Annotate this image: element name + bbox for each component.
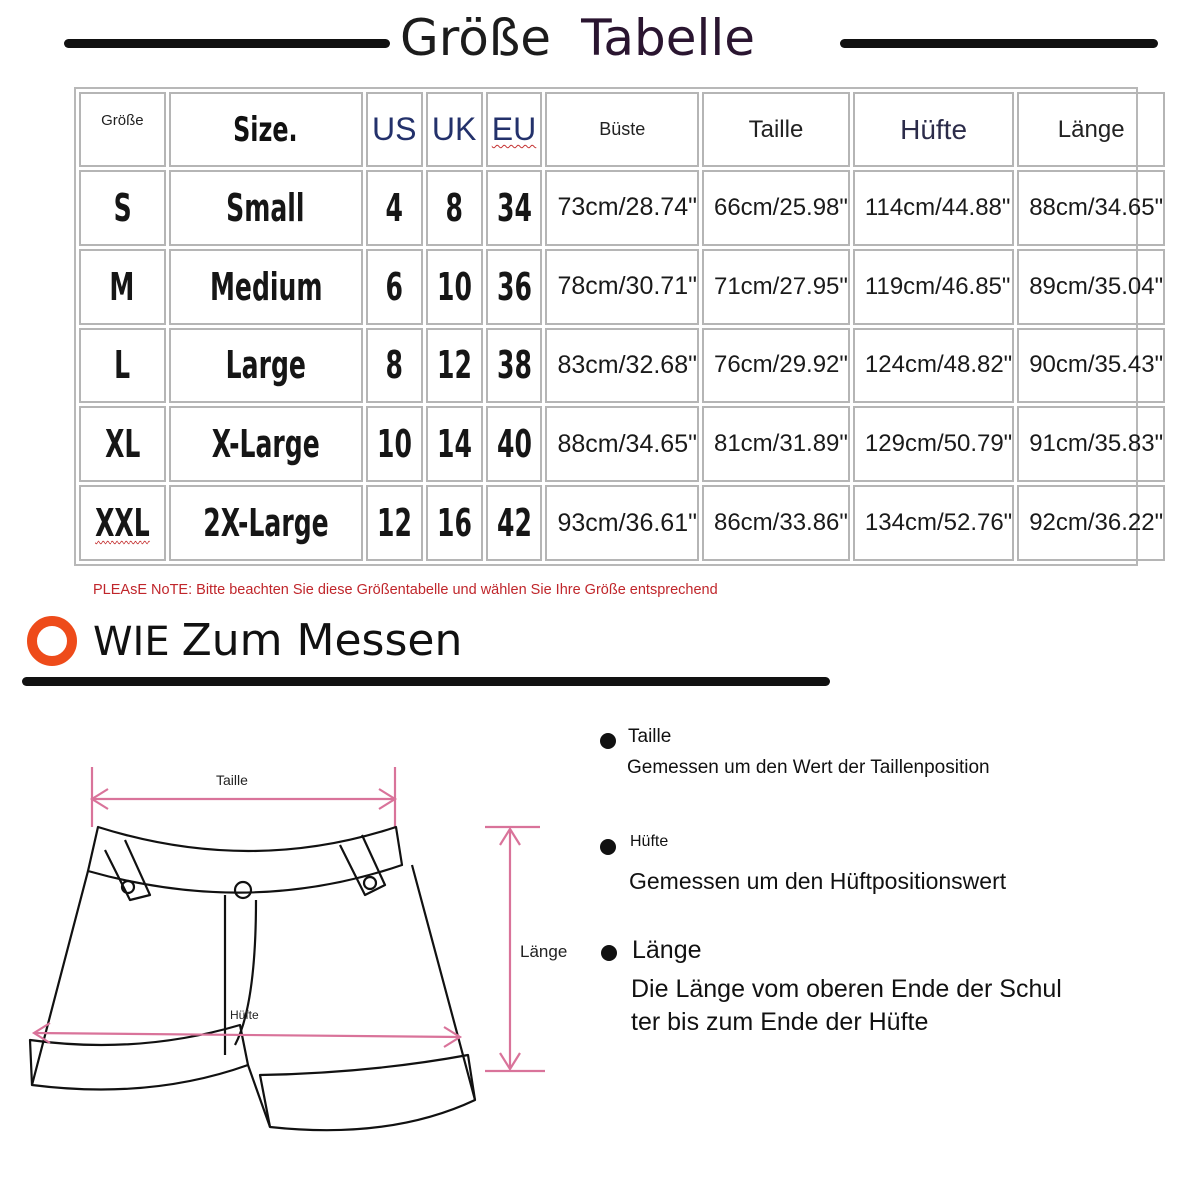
us-size: 8 [385,343,403,388]
eu-size: 40 [496,422,532,467]
size-name: Small [226,185,305,230]
laenge-value: 90cm/35.43" [1017,328,1165,404]
page-title [400,0,780,80]
measure-heading [93,616,462,667]
uk-size: 12 [436,343,472,388]
title-word-groesse: Größe [400,9,552,67]
eu-cell [486,485,543,561]
title-left-line [64,39,390,48]
uk-cell [426,170,483,246]
us-cell [366,249,423,325]
header-groesse: Größe [79,92,166,167]
table-row [79,170,1165,246]
taille-value: 81cm/31.89" [702,406,850,482]
size-code: S [113,185,132,230]
uk-size: 14 [436,422,472,467]
table-header-row [79,92,1165,167]
us-cell [366,170,423,246]
size-code: L [114,343,131,388]
size-code-cell [79,328,166,404]
measure-heading-big: Zum Messen [181,615,463,666]
size-name-cell [169,485,363,561]
huefte-value: 134cm/52.76" [853,485,1014,561]
eu-size: 34 [496,185,532,230]
item-laenge-title: Länge [632,936,702,964]
eu-cell [486,249,543,325]
item-laenge-desc-line1: Die Länge vom oberen Ende der Schul [631,975,1062,1003]
measure-heading-small: WIE [93,619,170,665]
huefte-value: 119cm/46.85" [853,249,1014,325]
table-row [79,485,1165,561]
size-name: X-Large [211,422,320,467]
shorts-diagram [20,755,600,1145]
size-name-cell [169,328,363,404]
taille-diagram-label: Taille [216,772,248,788]
size-code-cell [79,485,166,561]
eu-size: 38 [496,343,532,388]
size-note: PLEAsE NoTE: Bitte beachten Sie diese Größentabelle und wählen Sie Ihre Größe entsprechend [93,582,718,598]
size-name-cell [169,170,363,246]
size-name: Large [225,343,306,388]
us-cell [366,328,423,404]
size-table [74,87,1164,566]
header-us: US [366,92,423,167]
us-size: 4 [385,185,403,230]
taille-value: 66cm/25.98" [702,170,850,246]
huefte-value: 129cm/50.79" [853,406,1014,482]
header-size: Size. [233,109,299,150]
measure-heading-line [22,677,830,686]
us-size: 10 [376,422,412,467]
eu-cell [486,406,543,482]
eu-cell [486,328,543,404]
uk-cell [426,328,483,404]
us-size: 6 [385,264,403,309]
bullet-icon [601,945,617,961]
uk-cell [426,406,483,482]
bueste-value: 93cm/36.61" [545,485,699,561]
table-row [79,406,1165,482]
size-name-cell [169,249,363,325]
item-taille-desc: Gemessen um den Wert der Taillenposition [627,757,990,778]
size-code: XL [104,422,141,467]
huefte-value: 124cm/48.82" [853,328,1014,404]
header-bueste: Büste [545,92,699,167]
bueste-value: 73cm/28.74" [545,170,699,246]
section-ring-icon [27,616,77,666]
huefte-value: 114cm/44.88" [853,170,1014,246]
header-uk: UK [426,92,483,167]
size-code-cell [79,170,166,246]
eu-cell [486,170,543,246]
header-size-cell [169,92,363,167]
laenge-value: 92cm/36.22" [1017,485,1165,561]
bueste-value: 83cm/32.68" [545,328,699,404]
item-taille-title: Taille [628,726,672,747]
uk-size: 10 [436,264,472,309]
size-code-cell [79,406,166,482]
bullet-icon [600,733,616,749]
laenge-diagram-label: Länge [520,942,568,961]
size-code: XXL [95,501,150,546]
table-row [79,328,1165,404]
title-word-tabelle: Tabelle [581,9,756,67]
taille-value: 76cm/29.92" [702,328,850,404]
laenge-value: 89cm/35.04" [1017,249,1165,325]
laenge-value: 91cm/35.83" [1017,406,1165,482]
uk-cell [426,249,483,325]
size-code: M [109,264,135,309]
size-name: Medium [209,264,323,309]
laenge-value: 88cm/34.65" [1017,170,1165,246]
item-huefte-desc: Gemessen um den Hüftpositionswert [629,868,1007,894]
bueste-value: 78cm/30.71" [545,249,699,325]
huefte-diagram-label: Hüfte [230,1008,259,1022]
header-eu-label: EU [491,111,537,147]
header-huefte: Hüfte [853,92,1014,167]
size-name-cell [169,406,363,482]
eu-size: 36 [496,264,532,309]
eu-size: 42 [496,501,532,546]
taille-value: 86cm/33.86" [702,485,850,561]
uk-cell [426,485,483,561]
bullet-icon [600,839,616,855]
item-huefte-title: Hüfte [630,833,669,850]
taille-value: 71cm/27.95" [702,249,850,325]
shorts-outline [30,827,475,1130]
header-laenge: Länge [1017,92,1165,167]
us-cell [366,485,423,561]
bueste-value: 88cm/34.65" [545,406,699,482]
uk-size: 16 [436,501,472,546]
item-laenge-desc-line2: ter bis zum Ende der Hüfte [631,1008,929,1036]
title-right-line [840,39,1158,48]
huefte-measure-line [34,1023,460,1047]
size-code-cell [79,249,166,325]
uk-size: 8 [445,185,463,230]
table-row [79,249,1165,325]
us-cell [366,406,423,482]
us-size: 12 [376,501,412,546]
size-name: 2X-Large [203,501,329,546]
header-eu [486,92,543,167]
header-taille: Taille [702,92,850,167]
